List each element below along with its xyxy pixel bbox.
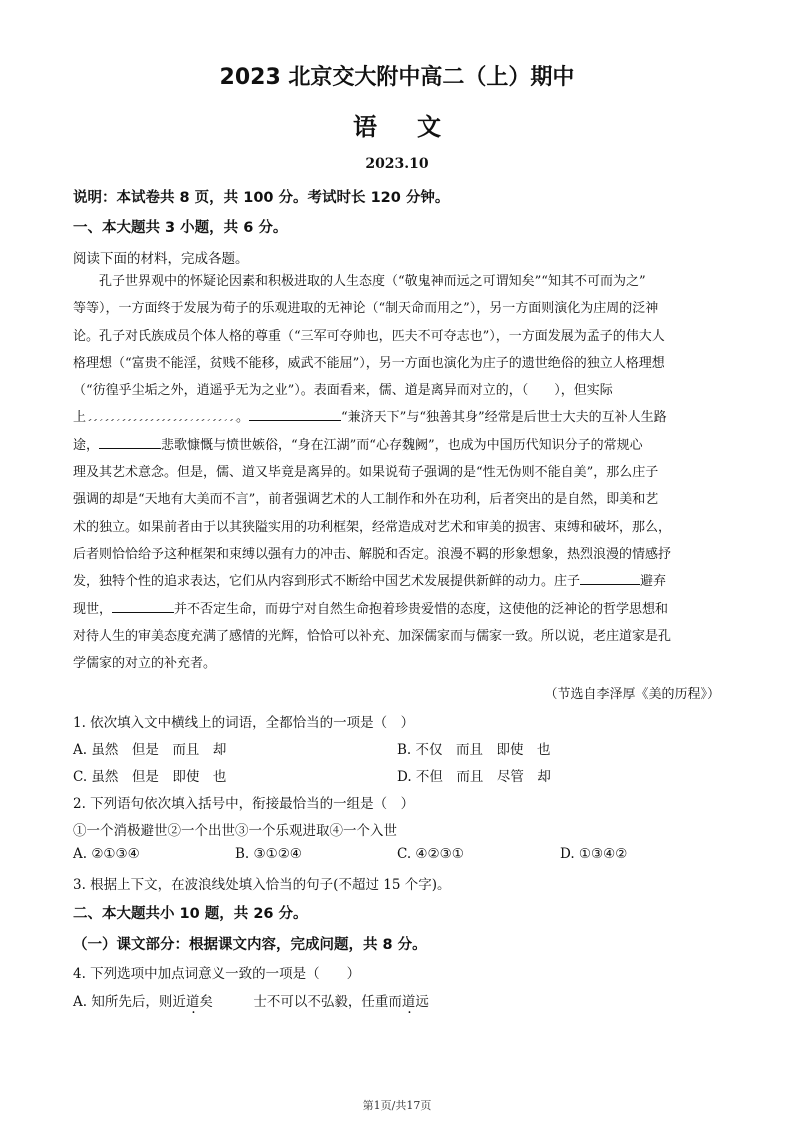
exam-date: 2023.10	[365, 156, 429, 172]
passage-text: 悲歌慷慨与愤世嫉俗，“身在江湖”而“心存魏阙”，也成为中国历代知识分子的常规心	[161, 437, 643, 453]
q4-option-a-text: 远	[415, 994, 429, 1010]
passage-line: 论。孔子对氏族成员个体人格的尊重（“三军可夺帅也，匹夫不可夺志也”），一方面发展为孟子的伟大人	[73, 328, 665, 344]
passage-text: “兼济天下”与“独善其身”经常是后世士大夫的互补人生路	[341, 410, 667, 426]
passage-line: 后者则恰恰给予这种框架和束缚以强有力的冲击、解脱和否定。浪漫不羁的形象想象，热烈浪漫的情感抒	[73, 546, 672, 562]
fill-blank	[99, 434, 161, 449]
q4-stem: 4. 下列选项中加点词意义一致的一项是（ ）	[73, 966, 361, 982]
passage-text: 上	[73, 410, 87, 426]
q2-option-c[interactable]: C. ④②③①	[397, 846, 464, 862]
passage-line: 理及其艺术意念。但是，儒、道又毕竟是离异的。如果说荀子强调的是“性无伪则不能自美”，那么庄子	[73, 465, 659, 481]
q1-option-a[interactable]: A. 虽然 但是 而且 却	[73, 742, 227, 758]
passage-line: 对待人生的审美态度充满了感情的光辉，恰恰可以补充、加深儒家而与儒家一致。所以说，老庄道家是孔	[73, 628, 672, 644]
passage-text: 发，独特个性的追求表达，它们从内容到形式不断给中国艺术发展提供新鲜的动力。庄子	[73, 574, 581, 590]
q4-option-a[interactable]	[73, 990, 429, 1010]
passage-text: 现世，	[73, 601, 113, 617]
q2-option-a[interactable]: A. ②①③④	[73, 846, 140, 862]
fill-blank	[580, 570, 640, 585]
passage-line	[73, 568, 723, 595]
q1-option-d[interactable]: D. 不但 而且 尽管 却	[397, 769, 551, 785]
passage-line: 格理想（“富贵不能淫，贫贱不能移，威武不能屈”），另一方面也演化为庄子的遗世绝俗的独立人格理想	[73, 355, 665, 371]
wavy-blank	[86, 407, 236, 421]
passage-text: 。	[236, 410, 250, 426]
passage-line	[73, 404, 723, 431]
passage-text: 避弃	[640, 574, 667, 590]
fill-blank	[249, 406, 341, 421]
passage-line	[73, 596, 723, 623]
q2-option-d[interactable]: D. ①③④②	[560, 846, 628, 862]
q2-stem: 2. 下列语句依次填入括号中，衔接最恰当的一组是（ ）	[73, 796, 415, 812]
q1-option-c[interactable]: C. 虽然 但是 即使 也	[73, 769, 227, 785]
q2-option-b[interactable]: B. ③①②④	[235, 846, 302, 862]
q3-stem: 3. 根据上下文，在波浪线处填入恰当的句子(不超过 15 个字)。	[73, 877, 451, 893]
passage-source: （节选自李泽厚《美的历程》）	[544, 687, 720, 702]
reading-passage	[73, 268, 723, 677]
page-footer: 第1页/共17页	[362, 1099, 432, 1112]
passage-line: 等等），一方面终于发展为荀子的乐观进取的无神论（“制天命而用之”），另一方面则演化为庄周的泛神	[73, 301, 659, 317]
q2-items: ①一个消极避世②一个出世③一个乐观进取④一个入世	[73, 823, 397, 839]
exam-title: 2023 北京交大附中高二（上）期中	[219, 65, 575, 90]
section1-heading: 一、本大题共 3 小题，共 6 分。	[73, 220, 288, 236]
fill-blank	[112, 598, 174, 613]
subject-title: 语文	[353, 113, 481, 141]
q4-option-a-text: A. 知所先后，则近	[73, 994, 186, 1010]
dotted-word: 道	[185, 994, 200, 1010]
q4-option-a-text: 矣 士不可以不弘毅，任重而	[199, 994, 402, 1010]
exam-note: 说明：本试卷共 8 页，共 100 分。考试时长 120 分钟。	[73, 190, 450, 206]
section2-heading: 二、本大题共小 10 题，共 26 分。	[73, 906, 308, 922]
passage-line: 术的独立。如果前者由于以其狭隘实用的功利框架，经常造成对艺术和审美的损害、束缚和破坏，那么，	[73, 519, 672, 535]
dotted-word: 道	[401, 994, 416, 1010]
section2-subheading: （一）课文部分：根据课文内容，完成问题，共 8 分。	[73, 937, 427, 953]
passage-line: （“彷徨乎尘垢之外，逍遥乎无为之业”）。表面看来，儒、道是离异而对立的，（ ），但实际	[73, 383, 613, 399]
passage-line	[73, 432, 723, 459]
passage-line: 孔子世界观中的怀疑论因素和积极进取的人生态度（“敬鬼神而远之可谓知矣”“知其不可而为之”	[99, 274, 646, 289]
passage-line: 强调的却是“天地有大美而不言”，前者强调艺术的人工制作和外在功利，后者突出的是自然，即美和艺	[73, 492, 659, 508]
q1-stem: 1. 依次填入文中横线上的词语，全都恰当的一项是（ ）	[73, 715, 415, 731]
section1-instruction: 阅读下面的材料，完成各题。	[73, 251, 249, 267]
passage-text: 途，	[73, 437, 100, 453]
passage-line: 学儒家的对立的补充者。	[73, 656, 217, 672]
passage-text: 并不否定生命，而毋宁对自然生命抱着珍贵爱惜的态度，这使他的泛神论的哲学思想和	[174, 601, 669, 617]
q1-option-b[interactable]: B. 不仅 而且 即使 也	[397, 742, 551, 758]
